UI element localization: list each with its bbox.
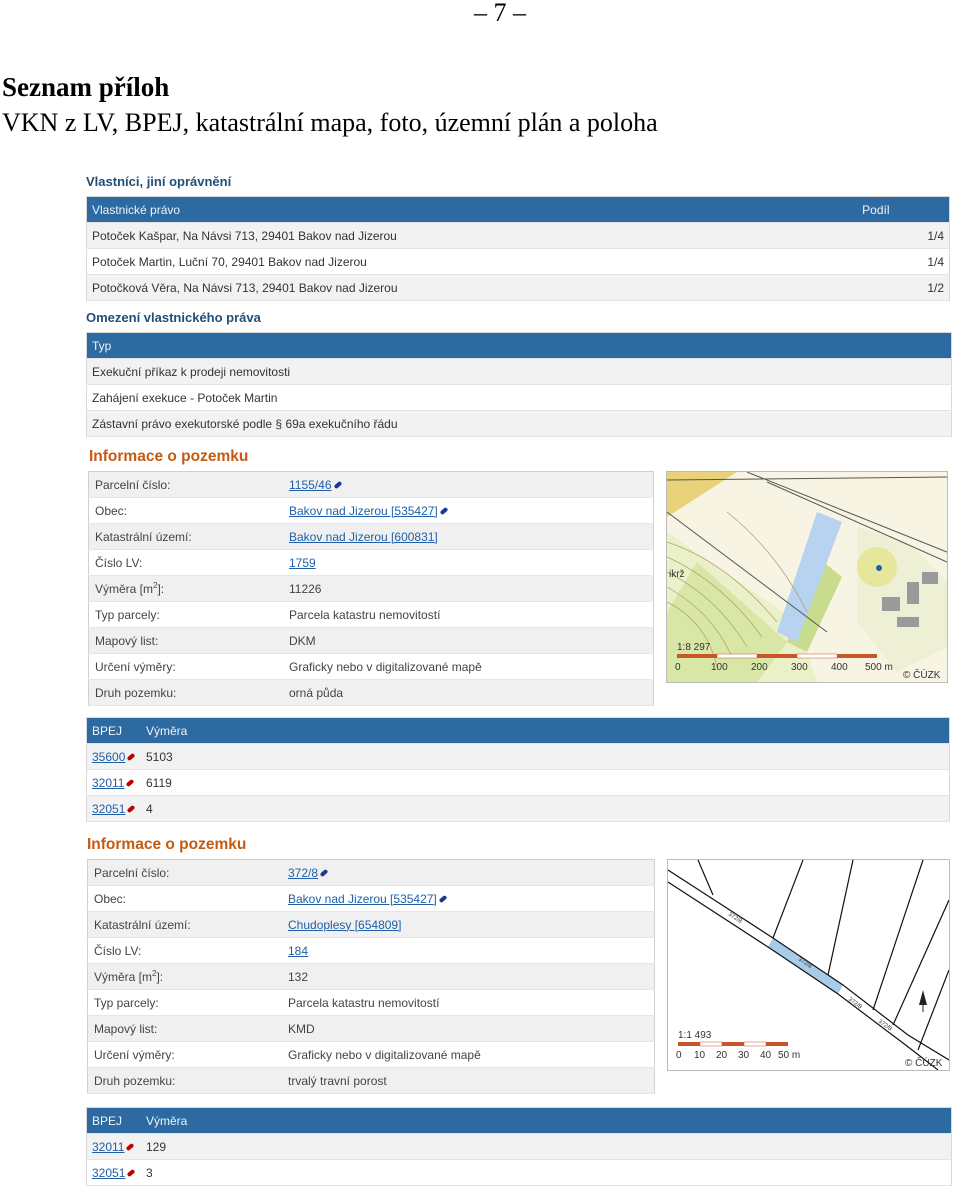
table-row bbox=[87, 1134, 952, 1160]
scale-tick: 30 bbox=[738, 1050, 750, 1061]
parcel2-bpej-table bbox=[86, 1107, 952, 1186]
map-copyright: © ČÚZK bbox=[905, 1058, 943, 1069]
pencil-icon[interactable] bbox=[333, 481, 342, 489]
restrictions-table bbox=[86, 332, 952, 437]
lv-number-link[interactable]: 184 bbox=[288, 943, 309, 958]
table-row bbox=[89, 498, 654, 524]
table-row bbox=[87, 359, 952, 385]
bpej-code bbox=[87, 1160, 142, 1186]
owners-heading: Vlastníci, jiní oprávnění bbox=[86, 174, 232, 189]
pencil-icon[interactable] bbox=[127, 753, 136, 761]
parcel1-heading: Informace o pozemku bbox=[89, 448, 249, 465]
table-row bbox=[87, 770, 950, 796]
info-label: Určení výměry: bbox=[89, 654, 284, 680]
info-value: Graficky nebo v digitalizované mapě bbox=[282, 1042, 655, 1068]
table-row bbox=[89, 576, 654, 602]
owners-col-right: Vlastnické právo bbox=[87, 197, 858, 223]
info-value bbox=[283, 472, 654, 498]
table-row bbox=[89, 654, 654, 680]
document-subtitle: VKN z LV, BPEJ, katastrální mapa, foto, územní plán a poloha bbox=[2, 108, 658, 137]
scale-tick: 400 bbox=[831, 662, 848, 673]
info-value bbox=[282, 860, 655, 886]
restrictions-col-type: Typ bbox=[87, 333, 952, 359]
info-value: KMD bbox=[282, 1016, 655, 1042]
bpej-col-area: Výměra bbox=[141, 1108, 952, 1134]
info-label: Druh pozemku: bbox=[89, 680, 284, 706]
owners-header-row bbox=[87, 197, 950, 223]
scale-tick: 10 bbox=[694, 1050, 706, 1061]
bpej-link[interactable]: 32011 bbox=[92, 775, 125, 790]
info-value: trvalý travní porost bbox=[282, 1068, 655, 1094]
info-label: Mapový list: bbox=[89, 628, 284, 654]
bpej-area: 6119 bbox=[141, 770, 950, 796]
owner-share: 1/4 bbox=[857, 249, 949, 275]
municipality-link[interactable]: Bakov nad Jizerou [535427] bbox=[288, 891, 437, 906]
info-value: Graficky nebo v digitalizované mapě bbox=[283, 654, 654, 680]
table-row bbox=[88, 860, 655, 886]
municipality-link[interactable]: Bakov nad Jizerou [535427] bbox=[289, 503, 438, 518]
info-value bbox=[283, 524, 654, 550]
bpej-code bbox=[87, 1134, 142, 1160]
info-label: Výměra $[m^2]$: bbox=[89, 576, 284, 602]
table-row bbox=[87, 796, 950, 822]
info-label: Typ parcely: bbox=[89, 602, 284, 628]
table-row bbox=[88, 1016, 655, 1042]
table-row bbox=[89, 602, 654, 628]
info-label: Parcelní číslo: bbox=[88, 860, 283, 886]
pencil-icon[interactable] bbox=[126, 1143, 135, 1151]
document-title: Seznam příloh bbox=[2, 72, 170, 102]
table-row bbox=[87, 744, 950, 770]
scale-tick: 0 bbox=[675, 662, 681, 673]
table-row bbox=[87, 223, 950, 249]
restriction-type: Exekuční příkaz k prodeji nemovitosti bbox=[87, 359, 952, 385]
info-label: Parcelní číslo: bbox=[89, 472, 284, 498]
bpej-code bbox=[87, 796, 142, 822]
info-label: Číslo LV: bbox=[88, 938, 283, 964]
parcel1-map-canvas bbox=[667, 472, 947, 682]
restriction-type: Zahájení exekuce - Potoček Martin bbox=[87, 385, 952, 411]
parcel-label: 372/8 bbox=[726, 911, 743, 925]
table-row bbox=[89, 524, 654, 550]
parcel1-map[interactable] bbox=[666, 471, 948, 683]
info-label: Číslo LV: bbox=[89, 550, 284, 576]
pencil-icon[interactable] bbox=[320, 869, 329, 877]
restrictions-header-row bbox=[87, 333, 952, 359]
scale-tick: 50 m bbox=[778, 1050, 801, 1061]
parcel-number-link[interactable]: 372/8 bbox=[288, 865, 319, 880]
scale-bar bbox=[678, 1042, 788, 1046]
info-label: Výměra $[m^2]$: bbox=[88, 964, 283, 990]
scale-tick: 20 bbox=[716, 1050, 728, 1061]
restriction-type: Zástavní právo exekutorské podle § 69a exekučního řádu bbox=[87, 411, 952, 437]
table-row bbox=[87, 275, 950, 301]
bpej-area: 129 bbox=[141, 1134, 952, 1160]
bpej-area: 3 bbox=[141, 1160, 952, 1186]
info-label: Druh pozemku: bbox=[88, 1068, 283, 1094]
owner-name: Potočková Věra, Na Návsi 713, 29401 Bakov nad Jizerou bbox=[87, 275, 858, 301]
info-value bbox=[282, 886, 655, 912]
parcel2-info-table bbox=[87, 859, 655, 1094]
info-value bbox=[282, 912, 655, 938]
parcel-number-link[interactable]: 1155/46 bbox=[289, 477, 332, 492]
owner-name: Potoček Kašpar, Na Návsi 713, 29401 Bakov nad Jizerou bbox=[87, 223, 858, 249]
table-row bbox=[89, 628, 654, 654]
scale-tick: 40 bbox=[760, 1050, 772, 1061]
owners-table bbox=[86, 196, 950, 301]
info-label: Mapový list: bbox=[88, 1016, 283, 1042]
bpej-link[interactable]: 32051 bbox=[92, 1165, 126, 1180]
parcel1-info-table bbox=[88, 471, 654, 706]
info-label: Obec: bbox=[89, 498, 284, 524]
table-row bbox=[87, 411, 952, 437]
map-scale: 1:1 493 bbox=[678, 1030, 712, 1041]
map-scale: 1:8 297 bbox=[677, 642, 711, 653]
table-row bbox=[88, 990, 655, 1016]
table-row bbox=[88, 1068, 655, 1094]
scale-bar bbox=[677, 654, 877, 658]
info-label: Obec: bbox=[88, 886, 283, 912]
pencil-icon[interactable] bbox=[126, 779, 135, 787]
owner-share: 1/2 bbox=[857, 275, 949, 301]
scale-tick: 500 m bbox=[865, 662, 893, 673]
info-value bbox=[282, 938, 655, 964]
table-row bbox=[88, 1042, 655, 1068]
parcel-label: 372/8 bbox=[846, 996, 863, 1011]
scale-tick: 300 bbox=[791, 662, 808, 673]
cadastral-area-link[interactable]: Chudoplesy [654809] bbox=[288, 917, 402, 932]
table-row bbox=[87, 385, 952, 411]
pencil-icon[interactable] bbox=[127, 1169, 136, 1177]
table-row bbox=[89, 472, 654, 498]
info-value: orná půda bbox=[283, 680, 654, 706]
bpej-header-row bbox=[87, 1108, 952, 1134]
bpej-area: 5103 bbox=[141, 744, 950, 770]
cadastral-area-link[interactable]: Bakov nad Jizerou [600831] bbox=[289, 529, 438, 544]
info-value bbox=[283, 550, 654, 576]
bpej-code bbox=[87, 770, 142, 796]
bpej-col-code: BPEJ bbox=[87, 718, 142, 744]
bpej-code bbox=[87, 744, 142, 770]
table-row bbox=[89, 680, 654, 706]
parcel-label: 372/8 bbox=[876, 1018, 893, 1033]
scale-tick: 100 bbox=[711, 662, 728, 673]
table-row bbox=[88, 886, 655, 912]
bpej-link[interactable]: 35600 bbox=[92, 749, 126, 764]
owner-name: Potoček Martin, Luční 70, 29401 Bakov nad Jizerou bbox=[87, 249, 858, 275]
info-value: DKM bbox=[283, 628, 654, 654]
bpej-link[interactable]: 32011 bbox=[92, 1139, 125, 1154]
table-row bbox=[88, 964, 655, 990]
parcel1-bpej-table bbox=[86, 717, 950, 822]
map-copyright: © ČÚZK bbox=[903, 670, 941, 681]
bpej-link[interactable]: 32051 bbox=[92, 801, 126, 816]
bpej-col-area: Výměra bbox=[141, 718, 950, 744]
parcel2-map[interactable] bbox=[667, 859, 950, 1071]
owner-share: 1/4 bbox=[857, 223, 949, 249]
info-label: Typ parcely: bbox=[88, 990, 283, 1016]
info-value: 11226 bbox=[283, 576, 654, 602]
info-value: Parcela katastru nemovitostí bbox=[283, 602, 654, 628]
owners-col-share: Podíl bbox=[857, 197, 949, 223]
info-label: Katastrální území: bbox=[89, 524, 284, 550]
table-row bbox=[87, 249, 950, 275]
parcel2-map-canvas bbox=[668, 860, 949, 1070]
pencil-icon[interactable] bbox=[439, 507, 448, 515]
info-value bbox=[283, 498, 654, 524]
table-row bbox=[89, 550, 654, 576]
table-row bbox=[87, 1160, 952, 1186]
pencil-icon[interactable] bbox=[127, 805, 136, 813]
bpej-col-code: BPEJ bbox=[87, 1108, 142, 1134]
pencil-icon[interactable] bbox=[438, 895, 447, 903]
bpej-area: 4 bbox=[141, 796, 950, 822]
info-label: Určení výměry: bbox=[88, 1042, 283, 1068]
parcel2-heading: Informace o pozemku bbox=[87, 836, 247, 853]
restrictions-heading: Omezení vlastnického práva bbox=[86, 310, 261, 325]
page-number: – 7 – bbox=[474, 0, 526, 27]
scale-tick: 0 bbox=[676, 1050, 682, 1061]
info-value: Parcela katastru nemovitostí bbox=[282, 990, 655, 1016]
table-row bbox=[88, 938, 655, 964]
parcel-label: 372/8 bbox=[796, 956, 813, 970]
lv-number-link[interactable]: 1759 bbox=[289, 555, 316, 570]
scale-tick: 200 bbox=[751, 662, 768, 673]
info-label: Katastrální území: bbox=[88, 912, 283, 938]
bpej-header-row bbox=[87, 718, 950, 744]
info-value: 132 bbox=[282, 964, 655, 990]
table-row bbox=[88, 912, 655, 938]
map-side-label: ikrž bbox=[669, 569, 685, 580]
